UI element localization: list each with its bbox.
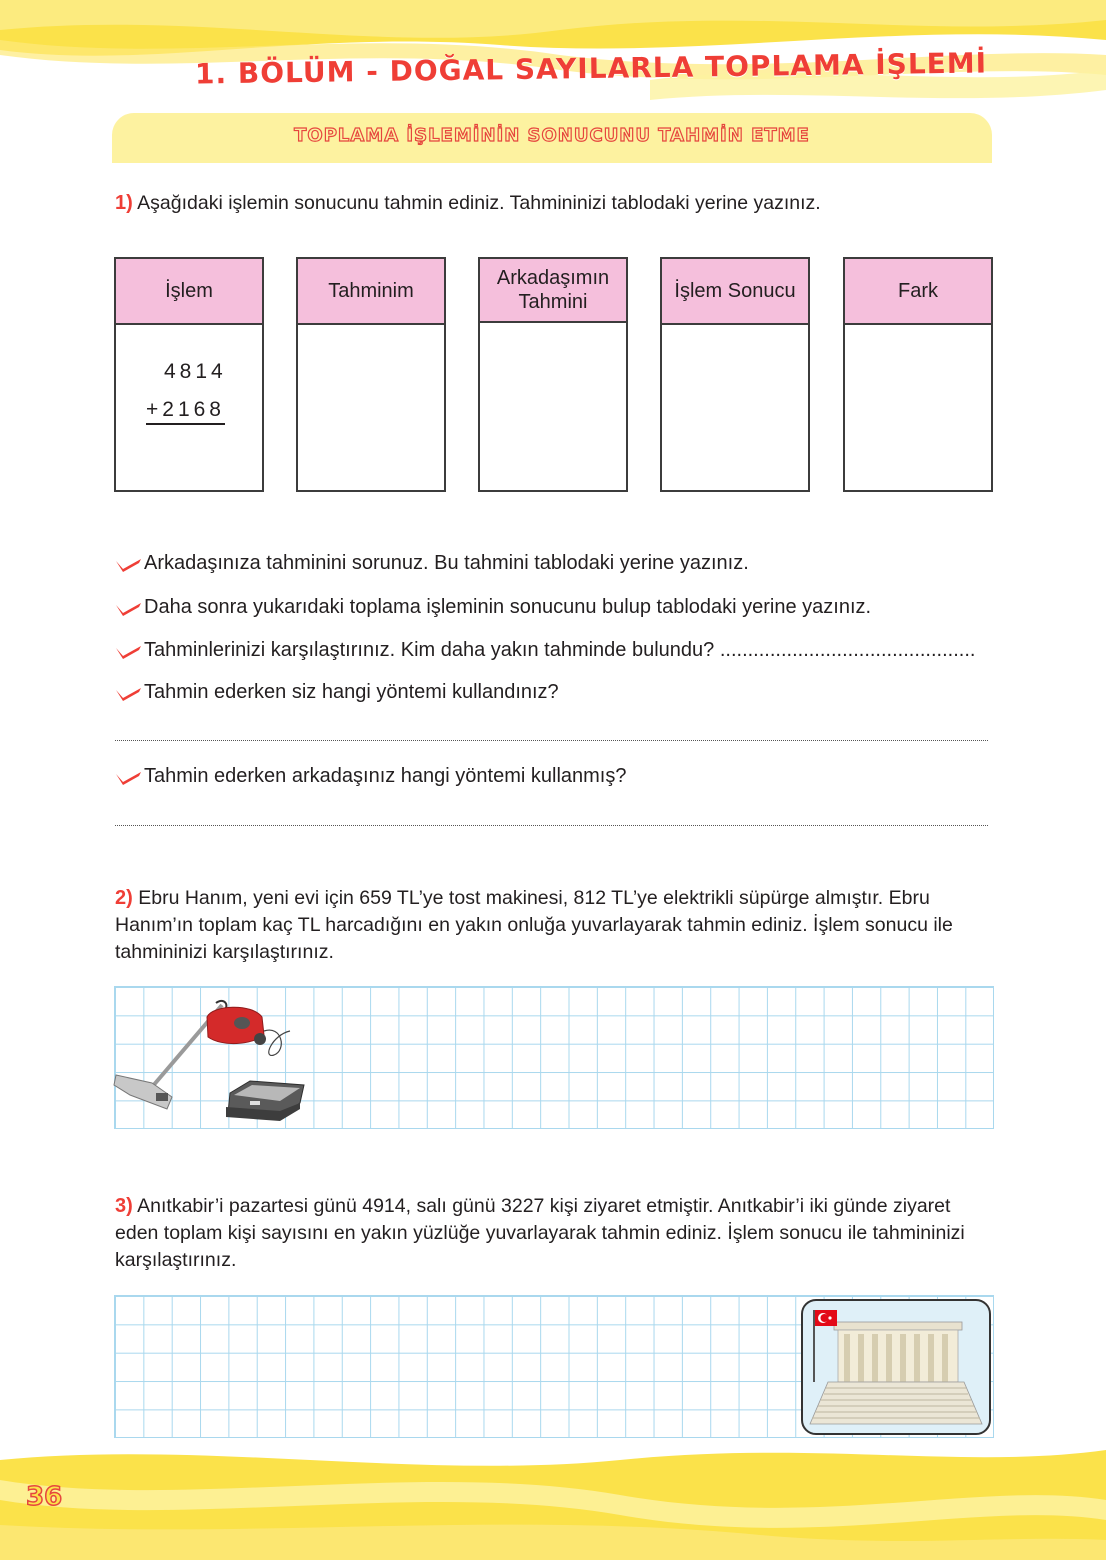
table-header-fark: Fark bbox=[845, 259, 991, 325]
table-column-islem bbox=[114, 257, 264, 492]
answer-line[interactable] bbox=[115, 825, 988, 826]
bullet-item bbox=[115, 596, 871, 619]
page-number: 36 bbox=[26, 1482, 63, 1512]
table-header-islem: İşlem bbox=[116, 259, 262, 325]
table-column-arkadas-tahmini[interactable] bbox=[478, 257, 628, 492]
check-bullet-icon bbox=[115, 555, 143, 573]
anitkabir-illustration bbox=[800, 1298, 992, 1436]
check-bullet-icon bbox=[115, 684, 143, 702]
bullet-text: Tahmin ederken arkadaşınız hangi yöntemi kullanmış? bbox=[144, 765, 627, 787]
table-column-fark[interactable] bbox=[843, 257, 993, 492]
bullet-text: Daha sonra yukarıdaki toplama işleminin sonucunu bulup tablodaki yerine yazınız. bbox=[144, 596, 872, 618]
bullet-text: Arkadaşınıza tahminini sorunuz. Bu tahmini tablodaki yerine yazınız. bbox=[144, 552, 749, 574]
question-1 bbox=[115, 190, 995, 217]
bottom-decorative-wave bbox=[0, 1440, 1106, 1560]
question-2-number: 2) bbox=[115, 887, 133, 909]
check-bullet-icon bbox=[115, 768, 143, 786]
section-banner bbox=[112, 113, 992, 163]
answer-line[interactable] bbox=[115, 740, 988, 741]
bullet-text: Tahminlerinizi karşılaştırınız. Kim daha yakın tahminde bulundu? .............................................. bbox=[144, 639, 976, 661]
toaster-grill-illustration bbox=[220, 1075, 310, 1125]
question-3-text: Anıtkabir’i pazartesi günü 4914, salı günü 3227 kişi ziyaret etmiştir. Anıtkabir’i iki günde ziyaret eden toplam kişi sayısını en yakın yüzlüğe yuvarlayarak tahmin ediniz. İşlem sonucu ile tahmininizi karşılaştırınız. bbox=[115, 1195, 965, 1271]
bullet-text: Tahmin ederken siz hangi yöntemi kullandınız? bbox=[144, 681, 559, 703]
bullet-item bbox=[115, 681, 559, 704]
section-title: TOPLAMA İŞLEMİNİN SONUCUNU TAHMİN ETME bbox=[294, 125, 810, 146]
question-3-number: 3) bbox=[115, 1195, 133, 1217]
question-1-text: Aşağıdaki işlemin sonucunu tahmin ediniz. Tahmininizi tablodaki yerine yazınız. bbox=[137, 192, 821, 214]
table-column-islem-sonucu[interactable] bbox=[660, 257, 810, 492]
check-bullet-icon bbox=[115, 599, 143, 617]
table-header-islem-sonucu: İşlem Sonucu bbox=[662, 259, 808, 325]
operation-addend-2: +2168 bbox=[146, 398, 225, 425]
table-header-tahminim: Tahminim bbox=[298, 259, 444, 325]
bullet-item bbox=[115, 552, 749, 575]
check-bullet-icon bbox=[115, 642, 143, 660]
question-2-text: Ebru Hanım, yeni evi için 659 TL’ye tost makinesi, 812 TL’ye elektrikli süpürge almıştır. Ebru Hanım’ın toplam kaç TL harcadığını en yakın onluğa yuvarlayarak tahmin ediniz. İşlem sonucu ile tahmininizi karşılaştırınız. bbox=[115, 887, 953, 963]
table-header-arkadas-tahmini: Arkadaşımın Tahmini bbox=[480, 259, 626, 323]
operation-addend-1: 4814 bbox=[164, 360, 227, 383]
question-1-number: 1) bbox=[115, 192, 133, 214]
table-column-tahminim[interactable] bbox=[296, 257, 446, 492]
bullet-item bbox=[115, 765, 626, 788]
chapter-title: 1. BÖLÜM - DOĞAL SAYILARLA TOPLAMA İŞLEMİ bbox=[194, 46, 988, 91]
bullet-item bbox=[115, 639, 975, 662]
question-2 bbox=[115, 885, 993, 966]
turkish-flag-icon bbox=[815, 1310, 837, 1326]
question-3 bbox=[115, 1193, 993, 1274]
